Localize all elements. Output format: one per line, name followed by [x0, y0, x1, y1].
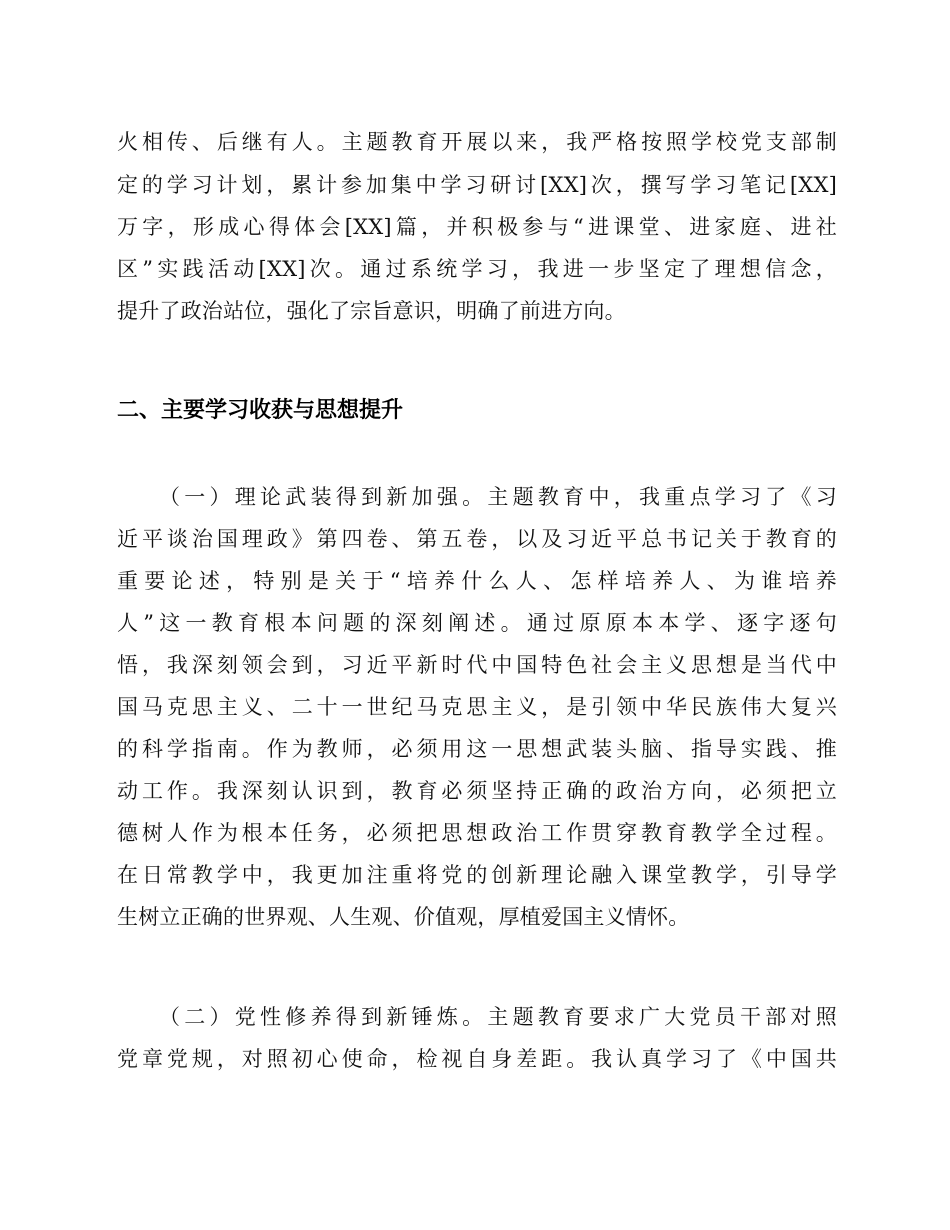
section1-line-1: 火相传、后继有人。主题教育开展以来，我严格按照学校党支部制	[117, 130, 837, 154]
para1-line-4: 人”这一教育根本问题的深刻阐述。通过原原本本学、逐字逐句	[117, 611, 837, 635]
para1-line-9: 德树人作为根本任务，必须把思想政治工作贯穿教育教学全过程。	[117, 821, 837, 845]
para1-line-3: 重要论述，特别是关于“培养什么人、怎样培养人、为谁培养	[117, 569, 837, 593]
para1-line-1: （一）理论武装得到新加强。主题教育中，我重点学习了《习	[159, 485, 837, 509]
para1-line-10: 在日常教学中，我更加注重将党的创新理论融入课堂教学，引导学	[117, 863, 837, 887]
para1-line-5: 悟，我深刻领会到，习近平新时代中国特色社会主义思想是当代中	[117, 653, 837, 677]
section2-heading: 二、主要学习收获与思想提升	[117, 398, 404, 423]
para2-line-2: 党章党规，对照初心使命，检视自身差距。我认真学习了《中国共	[117, 1047, 837, 1071]
section1-line-4: 区”实践活动[XX]次。通过系统学习，我进一步坚定了理想信念，	[117, 257, 837, 281]
para1-line-2: 近平谈治国理政》第四卷、第五卷，以及习近平总书记关于教育的	[117, 527, 837, 551]
para1-line-11: 生树立正确的世界观、人生观、价值观，厚植爱国主义情怀。	[117, 905, 690, 929]
section1-line-5: 提升了政治站位，强化了宗旨意识，明确了前进方向。	[117, 299, 626, 323]
section1-line-2: 定的学习计划，累计参加集中学习研讨[XX]次，撰写学习笔记[XX]	[117, 173, 837, 197]
para1-line-7: 的科学指南。作为教师，必须用这一思想武装头脑、指导实践、推	[117, 737, 837, 761]
para1-line-6: 国马克思主义、二十一世纪马克思主义，是引领中华民族伟大复兴	[117, 695, 837, 719]
para2-line-1: （二）党性修养得到新锤炼。主题教育要求广大党员干部对照	[159, 1005, 837, 1029]
section1-line-3: 万字，形成心得体会[XX]篇，并积极参与“进课堂、进家庭、进社	[117, 215, 837, 239]
para1-line-8: 动工作。我深刻认识到，教育必须坚持正确的政治方向，必须把立	[117, 779, 837, 803]
